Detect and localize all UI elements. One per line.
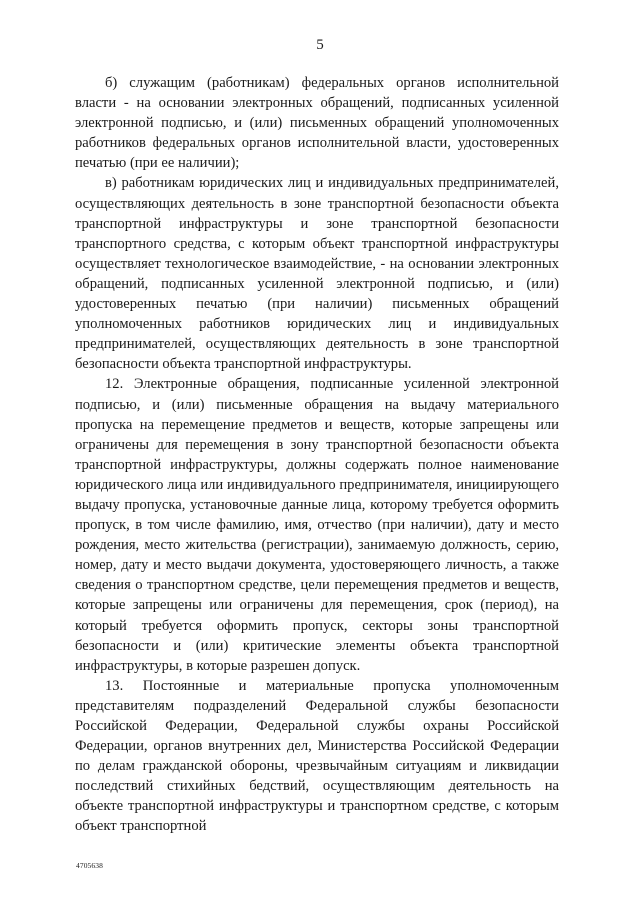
paragraph-clause-13: 13. Постоянные и материальные пропуска уполномоченным представителям подразделений Федеральной службы безопасности Российской Федерации, Федеральной службы охраны Российской Федерации, органов внутренних дел, Министерства Российской Федерации по делам гражданской обороны, чрезвычайным ситуациям и ликвидации последствий стихийных бедствий, осуществляющим деятельность на объекте транспортной инфраструктуры и транспортном средстве, с которым объект транспортной bbox=[75, 677, 559, 835]
page-number: 5 bbox=[316, 37, 324, 53]
paragraph-item-v: в) работникам юридических лиц и индивидуальных предпринимателей, осуществляющих деятельность в зоне транспортной безопасности объекта транспортной инфраструктуры и зоне транспортной безопасности транспортного средства, с которым объект транспортной инфраструктуры осуществляет технологическое взаимодействие, - на основании электронных обращений, подписанных усиленной электронной подписью, и (или) удостоверенных печатью (при наличии) письменных обращений уполномоченных работников юридических лиц и индивидуальных предпринимателей, осуществляющих деятельность в зоне транспортной безопасности объекта транспортной инфраструктуры. bbox=[75, 175, 559, 373]
document-code: 4705638 bbox=[76, 861, 103, 870]
paragraph-clause-12: 12. Электронные обращения, подписанные усиленной электронной подписью, и (или) письменные обращения на выдачу материального пропуска на перемещение предметов и веществ, которые запрещены или ограничены для перемещения в зону транспортной безопасности объекта транспортной инфраструктуры, должны содержать полное наименование юридического лица или индивидуального предпринимателя, инициирующего выдачу пропуска, установочные данные лица, которому требуется оформить пропуск, в том числе фамилию, имя, отчество (при наличии), дату и место рождения, место жительства (регистрации), занимаемую должность, серию, номер, дату и место выдачи документа, удостоверяющего личность, а также сведения о транспортном средстве, цели перемещения предметов и веществ, которые запрещены или ограничены для перемещения, срок (период), на который требуется оформить пропуск, секторы зоны транспортной безопасности и (или) критические элементы объекта транспортной инфраструктуры, в которые разрешен допуск. bbox=[75, 376, 559, 674]
document-body bbox=[75, 73, 559, 837]
paragraph-item-b: б) служащим (работникам) федеральных органов исполнительной власти - на основании электронных обращений, подписанных усиленной электронной подписью, и (или) письменных обращений уполномоченных работников федеральных органов исполнительной власти, удостоверенных печатью (при ее наличии); bbox=[75, 75, 559, 172]
